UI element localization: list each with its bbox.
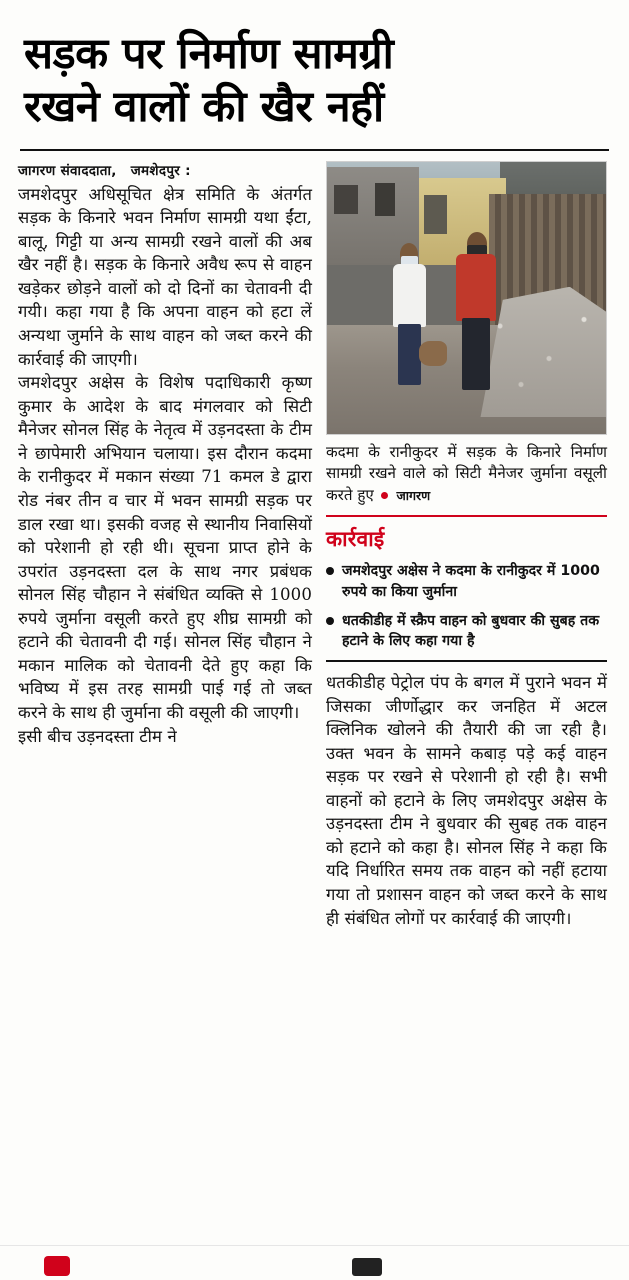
action-box-bottom-divider <box>326 660 607 662</box>
footer-dark-mark <box>352 1258 382 1276</box>
bullet-dot-icon <box>326 617 334 625</box>
photo-caption-text: कदमा के रानीकुदर में सड़क के किनारे निर्माण सामग्री रखने वाले को सिटी मैनेजर जुर्माना वसूली करते हुए <box>326 442 607 504</box>
photo-caption <box>326 442 607 507</box>
article-columns <box>18 161 611 931</box>
list-item <box>326 611 607 651</box>
article-paragraph: जमशेदपुर अक्षेस के विशेष पदाधिकारी कृष्ण कुमार के आदेश के बाद मंगलवार को सिटी मैनेजर सोनल सिंह के नेतृत्व में उड़नदस्ता के टीम ने छापेमारी अभियान चलाया। इस दौरान कदमा के रानीकुदर में मकान संख्या 71 कमल डे द्वारा रोड नंबर तीन व चार में भवन सामग्री सड़क पर डाल रखा था। इसकी वजह से स्थानीय निवासियों को परेशानी हो रही थी। सूचना प्राप्त होने के उपरांत उड़नदस्ता दल के साथ नगर प्रबंधक सोनल सिंह चौहान ने संबंधित व्यक्ति से 1000 रुपये जुर्माना वसूली करते हुए शीघ्र सामग्री को हटाने की चेतावनी दी गई। सोनल सिंह चौहान ने मकान मालिक को चेतावनी देते हुए कहा कि भविष्य में इस तरह सामग्री पाई गई तो जब्त करने के साथ ही जुर्माना की वसूली की जाएगी। <box>18 373 312 722</box>
footer-red-mark <box>44 1256 70 1276</box>
list-item-label: धतकीडीह में स्क्रैप वाहन को बुधवार की सुबह तक हटाने के लिए कहा गया है <box>342 612 600 649</box>
headline-line-1: सड़क पर निर्माण सामग्री <box>24 29 394 79</box>
bullet-dot-icon <box>381 492 388 499</box>
headline-line-2: रखने वालों की खैर नहीं <box>24 82 384 133</box>
page-footer-strip <box>0 1245 629 1280</box>
action-box-list <box>326 561 607 651</box>
byline <box>18 161 312 179</box>
byline-place: जमशेदपुर : <box>130 162 191 179</box>
bullet-dot-icon <box>326 567 334 575</box>
person-pants <box>398 324 421 385</box>
left-column <box>18 161 312 749</box>
right-column <box>326 161 607 931</box>
person-shirt <box>456 254 496 320</box>
photo-dog <box>419 341 447 365</box>
photo-credit: जागरण <box>396 487 431 503</box>
list-item-label: जमशेदपुर अक्षेस ने कदमा के रानीकुदर में 1000 रुपये का किया जुर्माना <box>342 563 600 600</box>
article-paragraph: धतकीडीह पेट्रोल पंप के बगल में पुराने भवन में जिसका जीर्णोद्धार कर जनहित में अटल क्लिनिक खोलने की तैयारी की जा रही है। उक्त भवन के सामने कबाड़ पड़े कई वाहन सड़क पर रखने से परेशानी हो रही है। सभी वाहनों को हटाने के लिए जमशेदपुर अक्षेस के उड़नदस्ता टीम ने बुधवार की सुबह तक वाहन को हटाने को कहा है। सोनल सिंह ने कहा कि यदि निर्धारित समय तक वाहन को नहीं हटाया गया तो प्रशासन वाहन को जब्त करने के साथ ही संबंधित लोगों पर कार्रवाई की जाएगी। <box>326 672 607 928</box>
list-item <box>326 561 607 601</box>
article-photo <box>326 161 607 435</box>
action-box-top-divider <box>326 515 607 517</box>
person-shirt <box>393 264 426 326</box>
byline-source: जागरण संवाददाता, <box>18 162 117 179</box>
page-title <box>18 28 611 135</box>
headline-divider <box>20 149 609 151</box>
person-pants <box>462 318 490 391</box>
photo-person-resident <box>453 232 500 390</box>
article-paragraph: जमशेदपुर अधिसूचित क्षेत्र समिति के अंतर्गत सड़क के किनारे भवन निर्माण सामग्री यथा ईंटा, बालू, गिट्टी या अन्य सामग्री रखने वालों की अब खैर नहीं है। सड़क के किनारे अवैध रूप से वाहन खड़ेकर छोड़ने वालों को दो दिनों का चेतावनी दी गयी। कहा गया है कि अपना वाहन को हटा लें अन्यथा जुर्माने के साथ वाहन को जब्त करने की कार्रवाई की जाएगी। <box>18 184 312 369</box>
article-paragraph: इसी बीच उड़नदस्ता टीम ने <box>18 726 177 746</box>
action-box-title: कार्रवाई <box>326 527 385 552</box>
